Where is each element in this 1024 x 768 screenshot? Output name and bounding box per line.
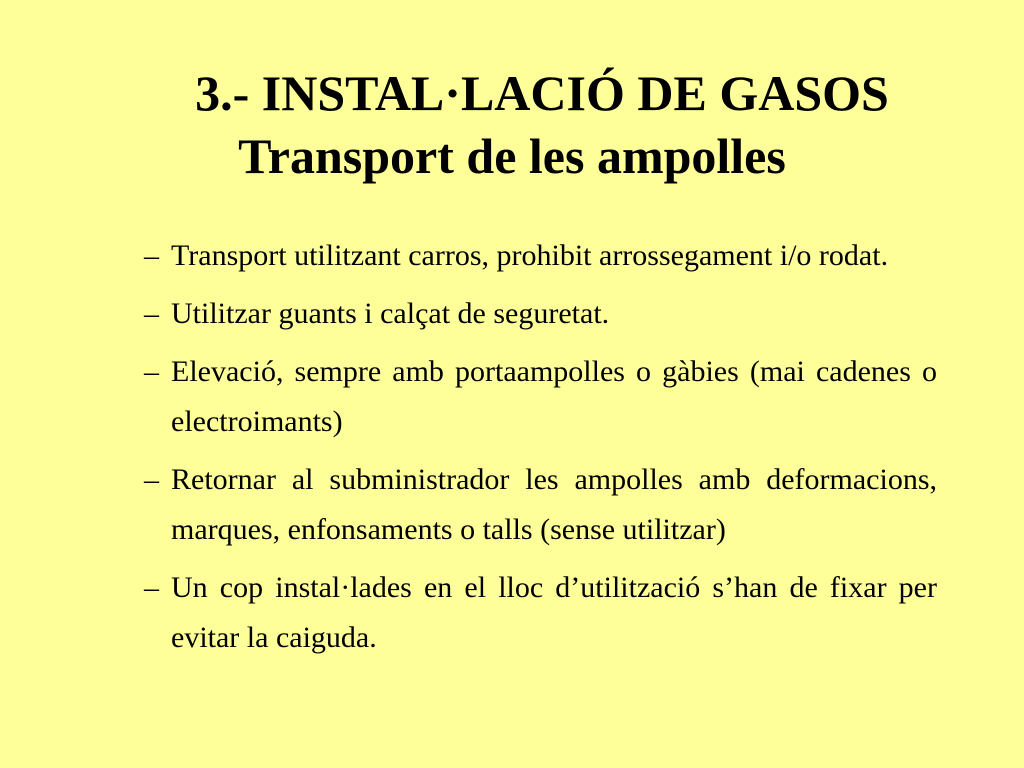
bullet-item-transport [0,231,937,281]
bullet-text: Transport utilitzant carros, prohibit arrossegament i/o rodat. [171,239,889,272]
slide-title [0,62,1024,188]
bullet-dash: – [144,297,159,330]
bullet-dash: – [144,239,159,272]
bullet-dash: – [144,571,159,604]
bullet-dash: – [144,463,159,496]
bullet-dash: – [144,355,159,388]
bullet-text: Utilitzar guants i calçat de seguretat. [171,297,610,330]
bullet-item-retornar [0,455,937,555]
title-line-1: 3.- INSTAL·LACIÓ DE GASOS [195,65,889,121]
bullet-item-fixar [0,563,937,663]
bullet-text: Un cop instal·lades en el lloc d’utilització s’han de fixar per evitar la caiguda. [171,571,937,654]
bullet-item-guants [0,289,937,339]
bullet-item-elevacio [0,347,937,447]
bullet-text: Elevació, sempre amb portaampolles o gàbies (mai cadenes o electroimants) [171,355,937,438]
title-line-2: Transport de les ampolles [238,128,786,184]
bullet-list [0,231,1024,671]
bullet-text: Retornar al subministrador les ampolles amb deformacions, marques, enfonsaments o talls (sense utilitzar) [171,463,937,546]
